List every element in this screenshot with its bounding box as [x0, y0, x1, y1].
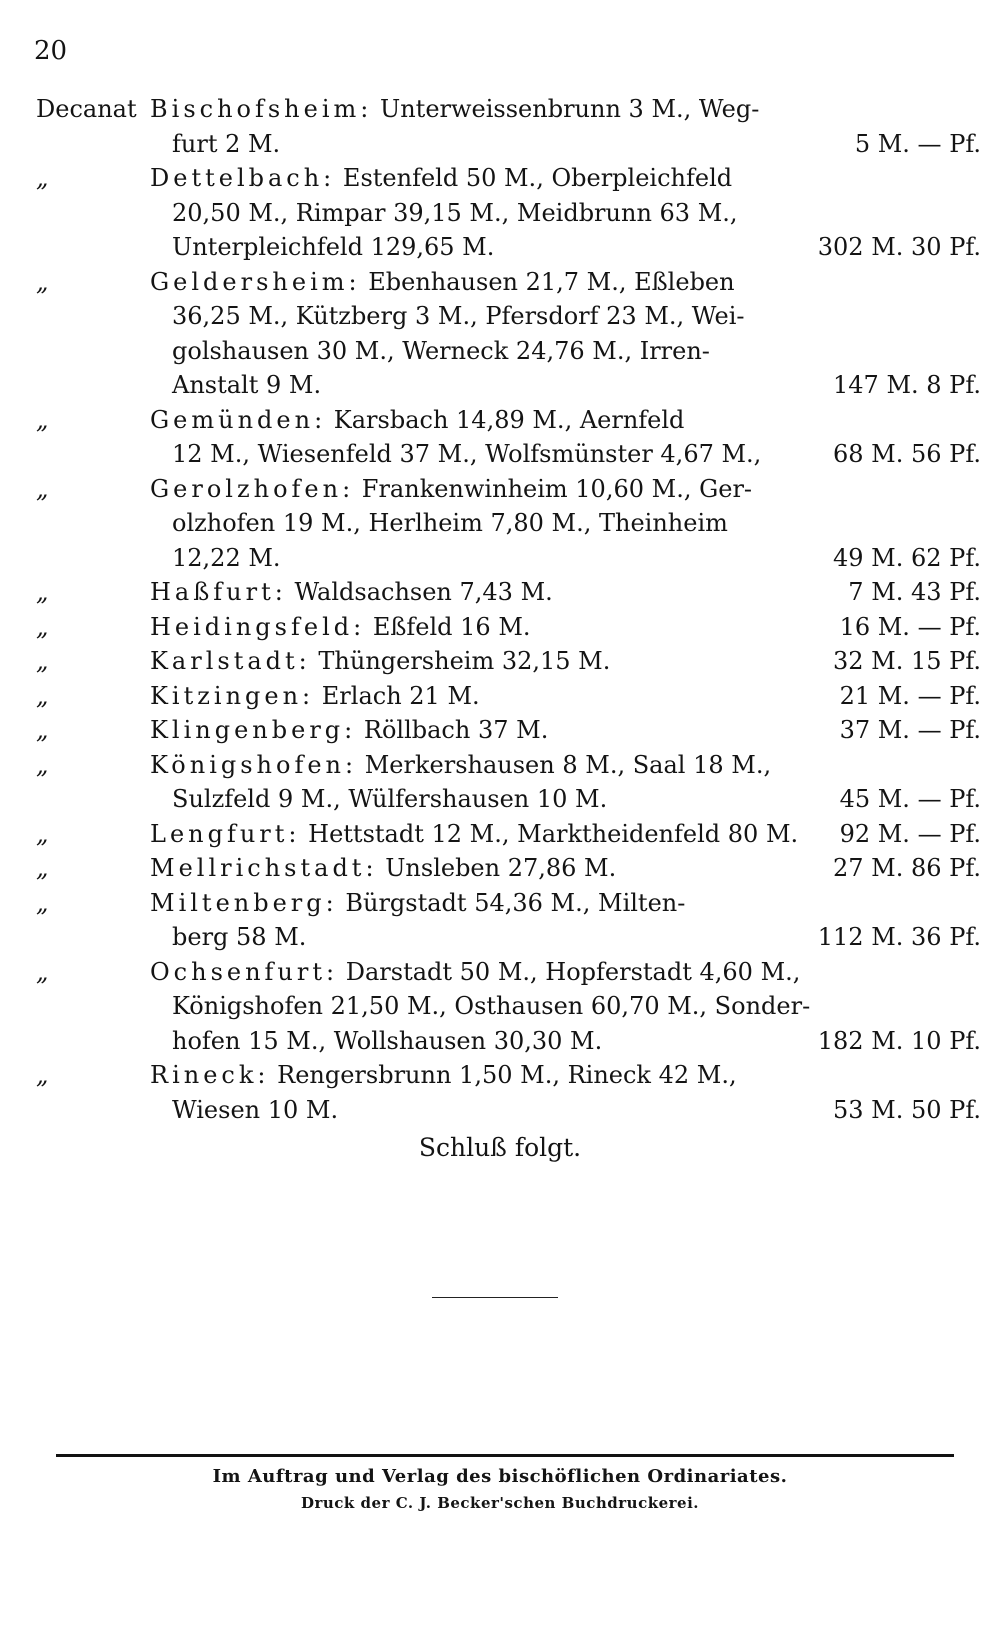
entry-place: Königshofen: [150, 750, 358, 779]
entry-line [150, 92, 766, 127]
entry-line [150, 817, 799, 852]
entry-amount: 45 M. — Pf. [839, 785, 981, 813]
entry-place: Bischofsheim: [150, 95, 373, 123]
entry-amount: 302 M. 30 Pf. [817, 233, 981, 261]
entry-text: Bürgstadt 54,36 M., Milten- [345, 888, 686, 917]
entry-text: Waldsachsen 7,43 M. [294, 578, 553, 606]
entry-line [150, 472, 766, 507]
entry-prefix: „ [36, 681, 49, 710]
decanat-entry [36, 644, 981, 679]
entry-text: Unterweissenbrunn 3 M., Weg- [380, 95, 760, 123]
entry-text: Hettstadt 12 M., Marktheidenfeld 80 M. [308, 819, 799, 848]
entry-prefix: „ [36, 819, 49, 848]
entry-prefix: „ [36, 854, 49, 882]
entry-amount: 21 M. — Pf. [839, 681, 981, 710]
entry-line [150, 1058, 766, 1093]
entry-line [150, 334, 766, 369]
entry-line [150, 886, 766, 921]
entry-prefix: „ [36, 578, 49, 606]
decanat-entry [36, 817, 981, 852]
entry-line [150, 920, 766, 955]
decanat-entry [36, 265, 981, 403]
entry-text: 20,50 M., Rimpar 39,15 M., Meidbrunn 63 M., [172, 198, 738, 227]
closing-note: Schluß folgt. [418, 1133, 582, 1162]
entry-place: Mellrichstadt: [150, 854, 378, 882]
decanat-entry [36, 575, 981, 610]
entry-place: Dettelbach: [150, 164, 336, 192]
entry-line [150, 196, 766, 231]
entry-text: hofen 15 M., Wollshausen 30,30 M. [172, 1026, 603, 1055]
short-divider [432, 1297, 558, 1298]
entry-amount: 7 M. 43 Pf. [848, 578, 981, 606]
entry-text: Unsleben 27,86 M. [385, 854, 617, 882]
entry-prefix: „ [36, 474, 49, 503]
entry-prefix: „ [36, 957, 49, 986]
entry-place: Haßfurt: [150, 578, 287, 606]
entry-place: Gerolzhofen: [150, 474, 355, 503]
entry-text: Frankenwinheim 10,60 M., Ger- [361, 474, 753, 503]
decanat-entry [36, 679, 981, 714]
entry-text: Erlach 21 M. [321, 681, 480, 710]
decanat-entry [36, 851, 981, 886]
entry-amount: 37 M. — Pf. [839, 716, 981, 744]
entry-text: golshausen 30 M., Werneck 24,76 M., Irren- [172, 336, 710, 365]
entry-prefix: „ [36, 164, 49, 192]
decanat-entry [36, 748, 981, 817]
decanat-entry [36, 472, 981, 576]
entry-text: olzhofen 19 M., Herlheim 7,80 M., Theinheim [172, 509, 728, 537]
entry-amount: 49 M. 62 Pf. [833, 543, 981, 572]
entry-text: Unterpleichfeld 129,65 M. [172, 233, 495, 261]
decanat-entry [36, 713, 981, 748]
footer-divider [56, 1454, 954, 1457]
entry-prefix: „ [36, 612, 49, 641]
footer-publisher: Im Auftrag und Verlag des bischöflichen Ordinariates. [212, 1466, 788, 1487]
entry-line [150, 610, 766, 645]
entry-place: Geldersheim: [150, 267, 361, 296]
entry-amount: 16 M. — Pf. [839, 612, 981, 641]
entry-line [150, 299, 766, 334]
entry-amount: 112 M. 36 Pf. [817, 923, 981, 951]
entry-place: Kitzingen: [150, 681, 315, 710]
entry-line [150, 1093, 766, 1128]
entry-prefix: „ [36, 750, 49, 779]
entry-place: Miltenberg: [150, 888, 338, 917]
entry-text: Merkershausen 8 M., Saal 18 M., [364, 750, 772, 779]
entry-line [150, 782, 766, 817]
entry-prefix: „ [36, 405, 49, 434]
entry-prefix: „ [36, 267, 49, 296]
entry-prefix: „ [36, 716, 49, 744]
entry-amount: 182 M. 10 Pf. [817, 1026, 981, 1055]
entry-prefix: „ [36, 647, 49, 675]
entry-amount: 68 M. 56 Pf. [833, 440, 981, 468]
entry-line [150, 403, 766, 438]
entry-prefix: „ [36, 888, 49, 917]
entry-line [150, 265, 766, 300]
entry-place: Gemünden: [150, 405, 327, 434]
entry-line [150, 506, 766, 541]
entry-text: Thüngersheim 32,15 M. [318, 647, 611, 675]
entries-list [36, 92, 981, 1127]
entry-text: Röllbach 37 M. [363, 716, 549, 744]
decanat-entry [36, 403, 981, 472]
entry-prefix: Decanat [36, 95, 137, 123]
entry-text: 36,25 M., Kützberg 3 M., Pfersdorf 23 M., Wei- [172, 302, 745, 330]
page-number: 20 [34, 36, 68, 66]
entry-line [150, 713, 766, 748]
entry-text: furt 2 M. [172, 129, 281, 158]
entry-text: Eßfeld 16 M. [372, 612, 531, 641]
entry-text: 12 M., Wiesenfeld 37 M., Wolfsmünster 4,67 M., [172, 440, 762, 468]
entry-line [150, 644, 766, 679]
decanat-entry [36, 610, 981, 645]
entry-line [150, 368, 766, 403]
entry-line [150, 161, 766, 196]
entry-line [150, 955, 801, 990]
entry-line [150, 230, 766, 265]
entry-place: Rineck: [150, 1061, 270, 1089]
entry-text: Wiesen 10 M. [172, 1095, 339, 1124]
entry-text: Estenfeld 50 M., Oberpleichfeld [342, 164, 733, 192]
entry-place: Lengfurt: [150, 819, 301, 848]
entry-text: Sulzfeld 9 M., Wülfershausen 10 M. [172, 785, 608, 813]
entry-place: Ochsenfurt: [150, 957, 339, 986]
entry-text: Darstadt 50 M., Hopferstadt 4,60 M., [345, 957, 801, 986]
entry-line [150, 1024, 766, 1059]
entry-line [150, 437, 766, 472]
entry-line [150, 127, 766, 162]
entry-line [150, 748, 772, 783]
entry-text: Königshofen 21,50 M., Osthausen 60,70 M., Sonder- [172, 992, 811, 1020]
entry-line [150, 679, 766, 714]
entry-text: Ebenhausen 21,7 M., Eßleben [368, 267, 735, 296]
entry-text: berg 58 M. [172, 923, 307, 951]
entry-amount: 147 M. 8 Pf. [833, 371, 981, 399]
entry-line [150, 541, 766, 576]
entry-text: Rengersbrunn 1,50 M., Rineck 42 M., [277, 1061, 737, 1089]
decanat-entry [36, 161, 981, 265]
entry-amount: 53 M. 50 Pf. [833, 1095, 981, 1124]
decanat-entry [36, 92, 981, 161]
entry-line [150, 989, 811, 1024]
footer-printer: Druck der C. J. Becker'schen Buchdruckerei. [300, 1494, 700, 1512]
entry-amount: 5 M. — Pf. [854, 129, 981, 158]
decanat-entry [36, 1058, 981, 1127]
entry-place: Klingenberg: [150, 716, 357, 744]
entry-line [150, 575, 766, 610]
entry-prefix: „ [36, 1061, 49, 1089]
entry-line [150, 851, 766, 886]
entry-place: Karlstadt: [150, 647, 311, 675]
entry-amount: 32 M. 15 Pf. [833, 647, 981, 675]
decanat-entry [36, 955, 981, 1059]
entry-amount: 27 M. 86 Pf. [833, 854, 981, 882]
entry-text: Karsbach 14,89 M., Aernfeld [333, 405, 685, 434]
entry-amount: 92 M. — Pf. [839, 819, 981, 848]
entry-text: 12,22 M. [172, 543, 281, 572]
entry-place: Heidingsfeld: [150, 612, 366, 641]
entry-text: Anstalt 9 M. [172, 371, 322, 399]
decanat-entry [36, 886, 981, 955]
